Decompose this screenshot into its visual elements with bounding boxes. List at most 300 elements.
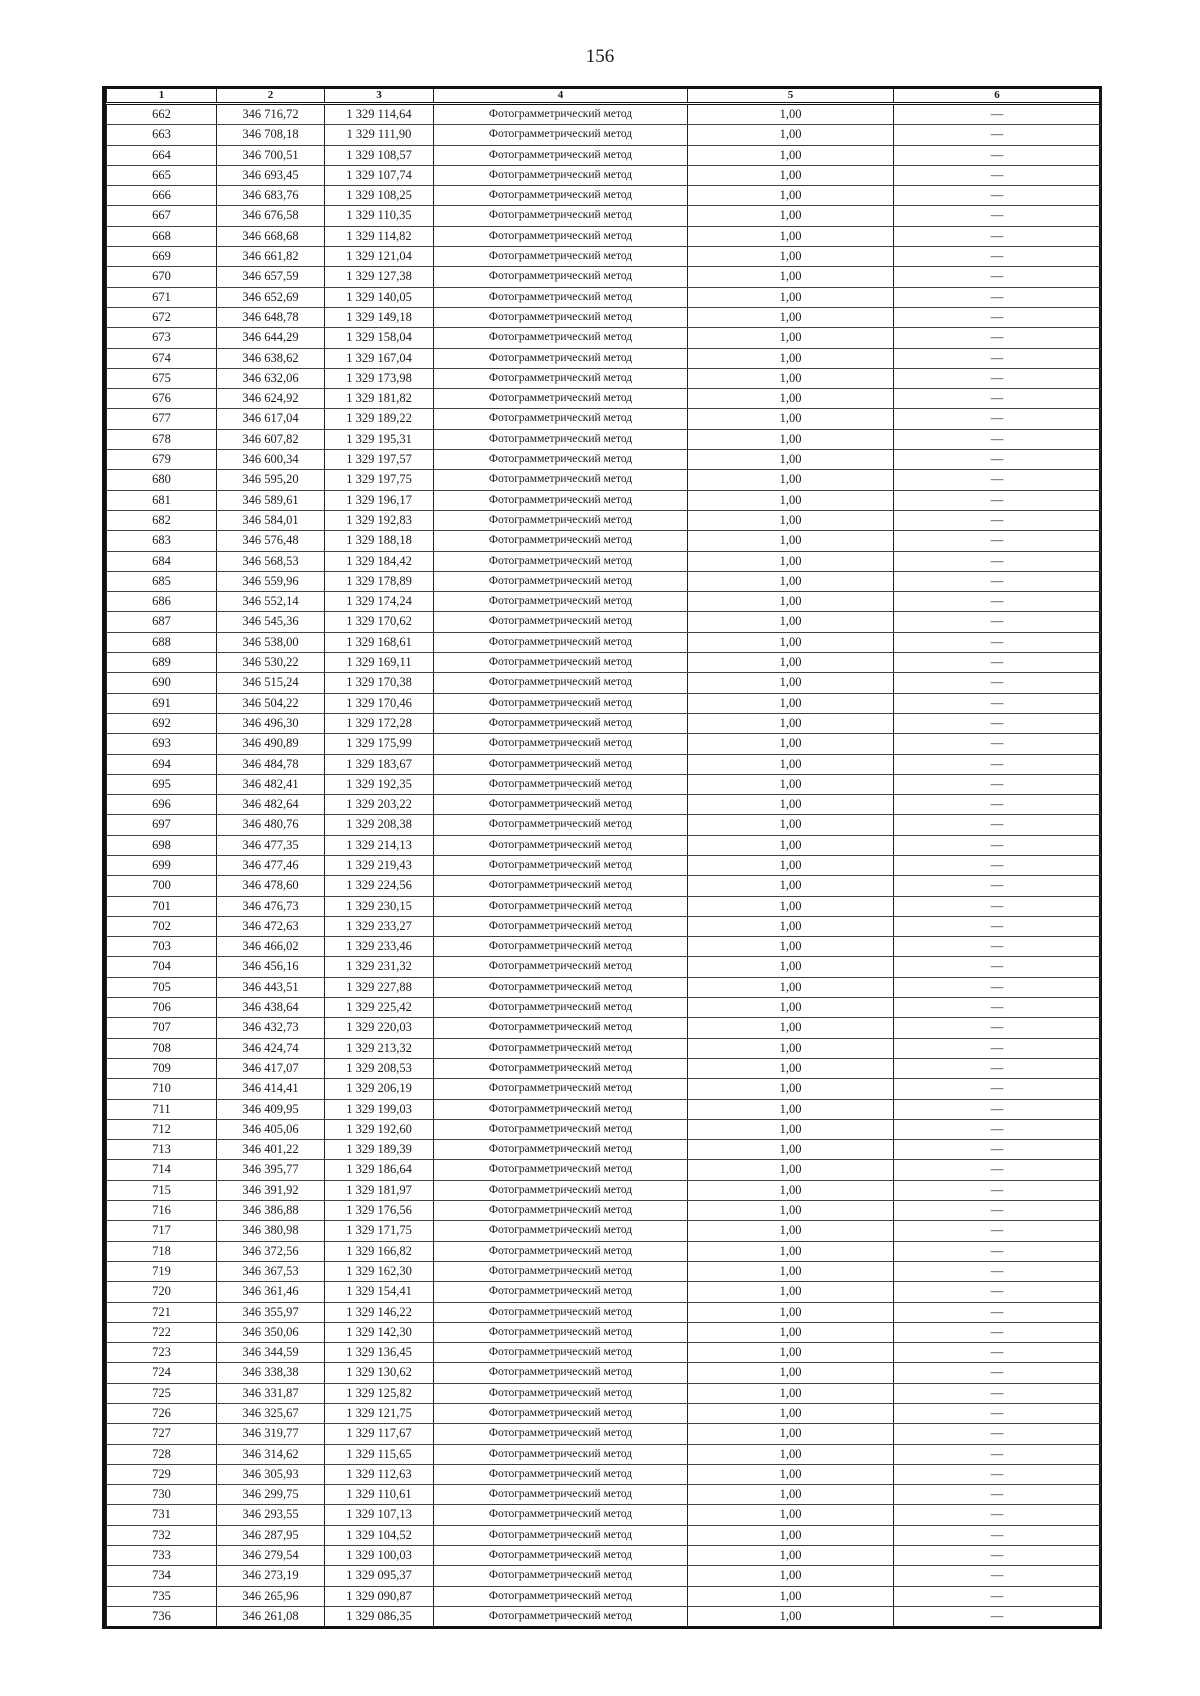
x-coordinate-cell: 346 496,30 — [217, 713, 325, 733]
accuracy-cell: 1,00 — [688, 1525, 894, 1545]
y-coordinate-cell: 1 329 140,05 — [325, 287, 434, 307]
note-cell: — — [894, 795, 1101, 815]
note-cell: — — [894, 1343, 1101, 1363]
point-number-cell: 677 — [107, 409, 217, 429]
y-coordinate-cell: 1 329 136,45 — [325, 1343, 434, 1363]
table-row — [107, 1302, 1101, 1322]
method-cell: Фотограмметрический метод — [434, 1099, 688, 1119]
table-row — [107, 1343, 1101, 1363]
y-coordinate-cell: 1 329 176,56 — [325, 1201, 434, 1221]
y-coordinate-cell: 1 329 110,35 — [325, 206, 434, 226]
y-coordinate-cell: 1 329 166,82 — [325, 1241, 434, 1261]
x-coordinate-cell: 346 624,92 — [217, 389, 325, 409]
accuracy-cell: 1,00 — [688, 368, 894, 388]
point-number-cell: 674 — [107, 348, 217, 368]
table-row — [107, 470, 1101, 490]
note-cell: — — [894, 876, 1101, 896]
accuracy-cell: 1,00 — [688, 612, 894, 632]
table-row — [107, 510, 1101, 530]
method-cell: Фотограмметрический метод — [434, 1282, 688, 1302]
y-coordinate-cell: 1 329 169,11 — [325, 653, 434, 673]
accuracy-cell: 1,00 — [688, 206, 894, 226]
y-coordinate-cell: 1 329 154,41 — [325, 1282, 434, 1302]
point-number-cell: 720 — [107, 1282, 217, 1302]
point-number-cell: 706 — [107, 998, 217, 1018]
point-number-cell: 685 — [107, 571, 217, 591]
accuracy-cell: 1,00 — [688, 470, 894, 490]
point-number-cell: 713 — [107, 1140, 217, 1160]
accuracy-cell: 1,00 — [688, 1079, 894, 1099]
x-coordinate-cell: 346 456,16 — [217, 957, 325, 977]
table-row — [107, 916, 1101, 936]
x-coordinate-cell: 346 652,69 — [217, 287, 325, 307]
y-coordinate-cell: 1 329 108,57 — [325, 145, 434, 165]
y-coordinate-cell: 1 329 130,62 — [325, 1363, 434, 1383]
accuracy-cell: 1,00 — [688, 1404, 894, 1424]
point-number-cell: 710 — [107, 1079, 217, 1099]
point-number-cell: 662 — [107, 104, 217, 125]
point-number-cell: 671 — [107, 287, 217, 307]
point-number-cell: 718 — [107, 1241, 217, 1261]
accuracy-cell: 1,00 — [688, 1160, 894, 1180]
point-number-cell: 667 — [107, 206, 217, 226]
point-number-cell: 675 — [107, 368, 217, 388]
method-cell: Фотограмметрический метод — [434, 795, 688, 815]
note-cell: — — [894, 835, 1101, 855]
column-header: 5 — [688, 89, 894, 104]
y-coordinate-cell: 1 329 231,32 — [325, 957, 434, 977]
x-coordinate-cell: 346 668,68 — [217, 226, 325, 246]
point-number-cell: 695 — [107, 774, 217, 794]
accuracy-cell: 1,00 — [688, 673, 894, 693]
y-coordinate-cell: 1 329 121,04 — [325, 247, 434, 267]
point-number-cell: 663 — [107, 125, 217, 145]
method-cell: Фотограмметрический метод — [434, 592, 688, 612]
point-number-cell: 731 — [107, 1505, 217, 1525]
point-number-cell: 702 — [107, 916, 217, 936]
x-coordinate-cell: 346 380,98 — [217, 1221, 325, 1241]
method-cell: Фотограмметрический метод — [434, 1038, 688, 1058]
accuracy-cell: 1,00 — [688, 998, 894, 1018]
y-coordinate-cell: 1 329 170,62 — [325, 612, 434, 632]
y-coordinate-cell: 1 329 158,04 — [325, 328, 434, 348]
y-coordinate-cell: 1 329 125,82 — [325, 1383, 434, 1403]
accuracy-cell: 1,00 — [688, 1241, 894, 1261]
accuracy-cell: 1,00 — [688, 1464, 894, 1484]
point-number-cell: 707 — [107, 1018, 217, 1038]
method-cell: Фотограмметрический метод — [434, 693, 688, 713]
method-cell: Фотограмметрический метод — [434, 713, 688, 733]
point-number-cell: 725 — [107, 1383, 217, 1403]
note-cell: — — [894, 186, 1101, 206]
accuracy-cell: 1,00 — [688, 1424, 894, 1444]
y-coordinate-cell: 1 329 175,99 — [325, 734, 434, 754]
note-cell: — — [894, 1241, 1101, 1261]
point-number-cell: 723 — [107, 1343, 217, 1363]
accuracy-cell: 1,00 — [688, 287, 894, 307]
table-row — [107, 1424, 1101, 1444]
note-cell: — — [894, 1261, 1101, 1281]
accuracy-cell: 1,00 — [688, 916, 894, 936]
x-coordinate-cell: 346 391,92 — [217, 1180, 325, 1200]
table-row — [107, 876, 1101, 896]
table-row — [107, 206, 1101, 226]
method-cell: Фотограмметрический метод — [434, 1586, 688, 1606]
method-cell: Фотограмметрический метод — [434, 247, 688, 267]
table-row — [107, 1322, 1101, 1342]
x-coordinate-cell: 346 476,73 — [217, 896, 325, 916]
x-coordinate-cell: 346 617,04 — [217, 409, 325, 429]
method-cell: Фотограмметрический метод — [434, 450, 688, 470]
accuracy-cell: 1,00 — [688, 1444, 894, 1464]
x-coordinate-cell: 346 538,00 — [217, 632, 325, 652]
table-row — [107, 653, 1101, 673]
y-coordinate-cell: 1 329 214,13 — [325, 835, 434, 855]
method-cell: Фотограмметрический метод — [434, 409, 688, 429]
column-header: 2 — [217, 89, 325, 104]
note-cell: — — [894, 957, 1101, 977]
y-coordinate-cell: 1 329 203,22 — [325, 795, 434, 815]
point-number-cell: 703 — [107, 937, 217, 957]
note-cell: — — [894, 510, 1101, 530]
note-cell: — — [894, 1363, 1101, 1383]
note-cell: — — [894, 916, 1101, 936]
y-coordinate-cell: 1 329 171,75 — [325, 1221, 434, 1241]
accuracy-cell: 1,00 — [688, 409, 894, 429]
x-coordinate-cell: 346 417,07 — [217, 1058, 325, 1078]
x-coordinate-cell: 346 478,60 — [217, 876, 325, 896]
note-cell: — — [894, 1566, 1101, 1586]
note-cell: — — [894, 287, 1101, 307]
y-coordinate-cell: 1 329 114,64 — [325, 104, 434, 125]
table-row — [107, 592, 1101, 612]
x-coordinate-cell: 346 331,87 — [217, 1383, 325, 1403]
x-coordinate-cell: 346 395,77 — [217, 1160, 325, 1180]
y-coordinate-cell: 1 329 206,19 — [325, 1079, 434, 1099]
x-coordinate-cell: 346 482,41 — [217, 774, 325, 794]
method-cell: Фотограмметрический метод — [434, 1485, 688, 1505]
point-number-cell: 714 — [107, 1160, 217, 1180]
table-row — [107, 937, 1101, 957]
method-cell: Фотограмметрический метод — [434, 632, 688, 652]
point-number-cell: 688 — [107, 632, 217, 652]
accuracy-cell: 1,00 — [688, 1343, 894, 1363]
table-row — [107, 571, 1101, 591]
column-header: 1 — [107, 89, 217, 104]
method-cell: Фотограмметрический метод — [434, 1546, 688, 1566]
table-row — [107, 815, 1101, 835]
point-number-cell: 682 — [107, 510, 217, 530]
point-number-cell: 681 — [107, 490, 217, 510]
y-coordinate-cell: 1 329 110,61 — [325, 1485, 434, 1505]
method-cell: Фотограмметрический метод — [434, 1302, 688, 1322]
method-cell: Фотограмметрический метод — [434, 734, 688, 754]
table-row — [107, 713, 1101, 733]
accuracy-cell: 1,00 — [688, 125, 894, 145]
table-row — [107, 998, 1101, 1018]
table-row — [107, 348, 1101, 368]
y-coordinate-cell: 1 329 168,61 — [325, 632, 434, 652]
x-coordinate-cell: 346 361,46 — [217, 1282, 325, 1302]
accuracy-cell: 1,00 — [688, 450, 894, 470]
method-cell: Фотограмметрический метод — [434, 1018, 688, 1038]
x-coordinate-cell: 346 584,01 — [217, 510, 325, 530]
x-coordinate-cell: 346 279,54 — [217, 1546, 325, 1566]
accuracy-cell: 1,00 — [688, 1566, 894, 1586]
note-cell: — — [894, 1444, 1101, 1464]
method-cell: Фотограмметрический метод — [434, 206, 688, 226]
table-row — [107, 1383, 1101, 1403]
x-coordinate-cell: 346 319,77 — [217, 1424, 325, 1444]
accuracy-cell: 1,00 — [688, 267, 894, 287]
table-row — [107, 1018, 1101, 1038]
accuracy-cell: 1,00 — [688, 226, 894, 246]
note-cell: — — [894, 815, 1101, 835]
table-row — [107, 1606, 1101, 1626]
x-coordinate-cell: 346 530,22 — [217, 653, 325, 673]
x-coordinate-cell: 346 716,72 — [217, 104, 325, 125]
method-cell: Фотограмметрический метод — [434, 1505, 688, 1525]
point-number-cell: 679 — [107, 450, 217, 470]
accuracy-cell: 1,00 — [688, 1322, 894, 1342]
x-coordinate-cell: 346 405,06 — [217, 1119, 325, 1139]
table-row — [107, 957, 1101, 977]
y-coordinate-cell: 1 329 196,17 — [325, 490, 434, 510]
method-cell: Фотограмметрический метод — [434, 1606, 688, 1626]
accuracy-cell: 1,00 — [688, 145, 894, 165]
table-row — [107, 125, 1101, 145]
note-cell: — — [894, 429, 1101, 449]
method-cell: Фотограмметрический метод — [434, 1261, 688, 1281]
y-coordinate-cell: 1 329 142,30 — [325, 1322, 434, 1342]
accuracy-cell: 1,00 — [688, 835, 894, 855]
point-number-cell: 711 — [107, 1099, 217, 1119]
accuracy-cell: 1,00 — [688, 1221, 894, 1241]
point-number-cell: 676 — [107, 389, 217, 409]
table-row — [107, 307, 1101, 327]
x-coordinate-cell: 346 595,20 — [217, 470, 325, 490]
accuracy-cell: 1,00 — [688, 1038, 894, 1058]
point-number-cell: 670 — [107, 267, 217, 287]
note-cell: — — [894, 713, 1101, 733]
x-coordinate-cell: 346 600,34 — [217, 450, 325, 470]
accuracy-cell: 1,00 — [688, 1119, 894, 1139]
accuracy-cell: 1,00 — [688, 1505, 894, 1525]
accuracy-cell: 1,00 — [688, 1018, 894, 1038]
y-coordinate-cell: 1 329 173,98 — [325, 368, 434, 388]
y-coordinate-cell: 1 329 174,24 — [325, 592, 434, 612]
y-coordinate-cell: 1 329 219,43 — [325, 855, 434, 875]
accuracy-cell: 1,00 — [688, 1058, 894, 1078]
accuracy-cell: 1,00 — [688, 551, 894, 571]
y-coordinate-cell: 1 329 107,74 — [325, 165, 434, 185]
y-coordinate-cell: 1 329 189,39 — [325, 1140, 434, 1160]
x-coordinate-cell: 346 314,62 — [217, 1444, 325, 1464]
note-cell: — — [894, 206, 1101, 226]
x-coordinate-cell: 346 432,73 — [217, 1018, 325, 1038]
table-row — [107, 450, 1101, 470]
y-coordinate-cell: 1 329 192,60 — [325, 1119, 434, 1139]
method-cell: Фотограмметрический метод — [434, 307, 688, 327]
accuracy-cell: 1,00 — [688, 1546, 894, 1566]
note-cell: — — [894, 1424, 1101, 1444]
x-coordinate-cell: 346 657,59 — [217, 267, 325, 287]
accuracy-cell: 1,00 — [688, 795, 894, 815]
point-number-cell: 684 — [107, 551, 217, 571]
table-row — [107, 977, 1101, 997]
table-row — [107, 612, 1101, 632]
coordinates-table — [102, 86, 1102, 1629]
point-number-cell: 719 — [107, 1261, 217, 1281]
point-number-cell: 729 — [107, 1464, 217, 1484]
accuracy-cell: 1,00 — [688, 896, 894, 916]
x-coordinate-cell: 346 693,45 — [217, 165, 325, 185]
y-coordinate-cell: 1 329 146,22 — [325, 1302, 434, 1322]
method-cell: Фотограмметрический метод — [434, 165, 688, 185]
accuracy-cell: 1,00 — [688, 774, 894, 794]
point-number-cell: 705 — [107, 977, 217, 997]
x-coordinate-cell: 346 576,48 — [217, 531, 325, 551]
table-row — [107, 368, 1101, 388]
method-cell: Фотограмметрический метод — [434, 653, 688, 673]
note-cell: — — [894, 247, 1101, 267]
method-cell: Фотограмметрический метод — [434, 571, 688, 591]
y-coordinate-cell: 1 329 227,88 — [325, 977, 434, 997]
method-cell: Фотограмметрический метод — [434, 104, 688, 125]
note-cell: — — [894, 551, 1101, 571]
point-number-cell: 701 — [107, 896, 217, 916]
point-number-cell: 717 — [107, 1221, 217, 1241]
point-number-cell: 700 — [107, 876, 217, 896]
y-coordinate-cell: 1 329 117,67 — [325, 1424, 434, 1444]
x-coordinate-cell: 346 490,89 — [217, 734, 325, 754]
table-row — [107, 1038, 1101, 1058]
method-cell: Фотограмметрический метод — [434, 1363, 688, 1383]
point-number-cell: 708 — [107, 1038, 217, 1058]
point-number-cell: 687 — [107, 612, 217, 632]
point-number-cell: 727 — [107, 1424, 217, 1444]
y-coordinate-cell: 1 329 233,27 — [325, 916, 434, 936]
note-cell: — — [894, 267, 1101, 287]
method-cell: Фотограмметрический метод — [434, 835, 688, 855]
x-coordinate-cell: 346 700,51 — [217, 145, 325, 165]
x-coordinate-cell: 346 350,06 — [217, 1322, 325, 1342]
y-coordinate-cell: 1 329 086,35 — [325, 1606, 434, 1626]
table-row — [107, 226, 1101, 246]
y-coordinate-cell: 1 329 115,65 — [325, 1444, 434, 1464]
y-coordinate-cell: 1 329 170,38 — [325, 673, 434, 693]
table-row — [107, 1464, 1101, 1484]
table-row — [107, 1119, 1101, 1139]
table-row — [107, 1058, 1101, 1078]
note-cell: — — [894, 1180, 1101, 1200]
y-coordinate-cell: 1 329 220,03 — [325, 1018, 434, 1038]
table-row — [107, 409, 1101, 429]
y-coordinate-cell: 1 329 192,83 — [325, 510, 434, 530]
note-cell: — — [894, 1322, 1101, 1342]
point-number-cell: 736 — [107, 1606, 217, 1626]
point-number-cell: 722 — [107, 1322, 217, 1342]
x-coordinate-cell: 346 589,61 — [217, 490, 325, 510]
point-number-cell: 665 — [107, 165, 217, 185]
point-number-cell: 699 — [107, 855, 217, 875]
y-coordinate-cell: 1 329 114,82 — [325, 226, 434, 246]
y-coordinate-cell: 1 329 100,03 — [325, 1546, 434, 1566]
y-coordinate-cell: 1 329 149,18 — [325, 307, 434, 327]
method-cell: Фотограмметрический метод — [434, 916, 688, 936]
x-coordinate-cell: 346 480,76 — [217, 815, 325, 835]
point-number-cell: 721 — [107, 1302, 217, 1322]
point-number-cell: 664 — [107, 145, 217, 165]
point-number-cell: 686 — [107, 592, 217, 612]
note-cell: — — [894, 1404, 1101, 1424]
table-row — [107, 328, 1101, 348]
table-row — [107, 1566, 1101, 1586]
method-cell: Фотограмметрический метод — [434, 1221, 688, 1241]
point-number-cell: 673 — [107, 328, 217, 348]
x-coordinate-cell: 346 287,95 — [217, 1525, 325, 1545]
note-cell: — — [894, 226, 1101, 246]
x-coordinate-cell: 346 414,41 — [217, 1079, 325, 1099]
x-coordinate-cell: 346 265,96 — [217, 1586, 325, 1606]
x-coordinate-cell: 346 477,35 — [217, 835, 325, 855]
method-cell: Фотограмметрический метод — [434, 1525, 688, 1545]
accuracy-cell: 1,00 — [688, 1383, 894, 1403]
x-coordinate-cell: 346 632,06 — [217, 368, 325, 388]
note-cell: — — [894, 673, 1101, 693]
x-coordinate-cell: 346 708,18 — [217, 125, 325, 145]
method-cell: Фотограмметрический метод — [434, 186, 688, 206]
table-row — [107, 104, 1101, 125]
method-cell: Фотограмметрический метод — [434, 1140, 688, 1160]
method-cell: Фотограмметрический метод — [434, 876, 688, 896]
y-coordinate-cell: 1 329 192,35 — [325, 774, 434, 794]
accuracy-cell: 1,00 — [688, 592, 894, 612]
accuracy-cell: 1,00 — [688, 1302, 894, 1322]
point-number-cell: 672 — [107, 307, 217, 327]
x-coordinate-cell: 346 472,63 — [217, 916, 325, 936]
method-cell: Фотограмметрический метод — [434, 1424, 688, 1444]
note-cell: — — [894, 734, 1101, 754]
method-cell: Фотограмметрический метод — [434, 1566, 688, 1586]
accuracy-cell: 1,00 — [688, 165, 894, 185]
y-coordinate-cell: 1 329 108,25 — [325, 186, 434, 206]
note-cell: — — [894, 754, 1101, 774]
y-coordinate-cell: 1 329 181,82 — [325, 389, 434, 409]
accuracy-cell: 1,00 — [688, 531, 894, 551]
note-cell: — — [894, 1546, 1101, 1566]
point-number-cell: 730 — [107, 1485, 217, 1505]
note-cell: — — [894, 1586, 1101, 1606]
table-row — [107, 1160, 1101, 1180]
note-cell: — — [894, 389, 1101, 409]
accuracy-cell: 1,00 — [688, 571, 894, 591]
point-number-cell: 716 — [107, 1201, 217, 1221]
point-number-cell: 666 — [107, 186, 217, 206]
method-cell: Фотограмметрический метод — [434, 1079, 688, 1099]
x-coordinate-cell: 346 676,58 — [217, 206, 325, 226]
method-cell: Фотограмметрический метод — [434, 267, 688, 287]
note-cell: — — [894, 1099, 1101, 1119]
point-number-cell: 698 — [107, 835, 217, 855]
accuracy-cell: 1,00 — [688, 815, 894, 835]
accuracy-cell: 1,00 — [688, 957, 894, 977]
method-cell: Фотограмметрический метод — [434, 1444, 688, 1464]
note-cell: — — [894, 1018, 1101, 1038]
table-row — [107, 551, 1101, 571]
table-row — [107, 1505, 1101, 1525]
method-cell: Фотограмметрический метод — [434, 368, 688, 388]
